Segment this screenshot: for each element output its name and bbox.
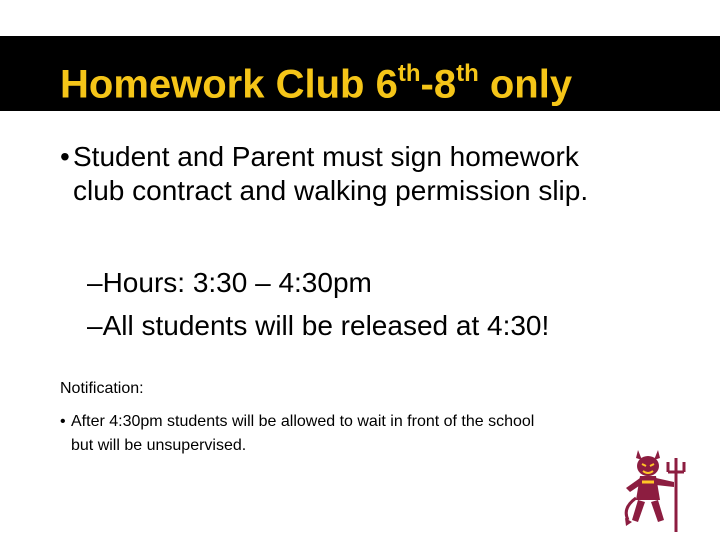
sub-bullet-release: –All students will be released at 4:30! [87,310,550,341]
main-bullet [60,140,700,208]
notification-line-1: After 4:30pm students will be allowed to wait in front of the school [71,413,535,430]
notification-heading: Notification: [60,380,144,397]
main-bullet-line-1: Student and Parent must sign homework [73,141,579,172]
notification-line-2: but will be unsupervised. [71,437,247,454]
slide-title: Homework Club 6th-8th only [60,60,573,107]
notification-bullet [60,410,660,458]
sun-devil-mascot-icon [618,442,690,534]
sub-bullet-hours: –Hours: 3:30 – 4:30pm [87,267,372,298]
main-bullet-line-2: club contract and walking permission slip. [73,175,589,206]
bullet-marker: • [60,413,66,430]
bullet-marker: • [60,141,70,172]
